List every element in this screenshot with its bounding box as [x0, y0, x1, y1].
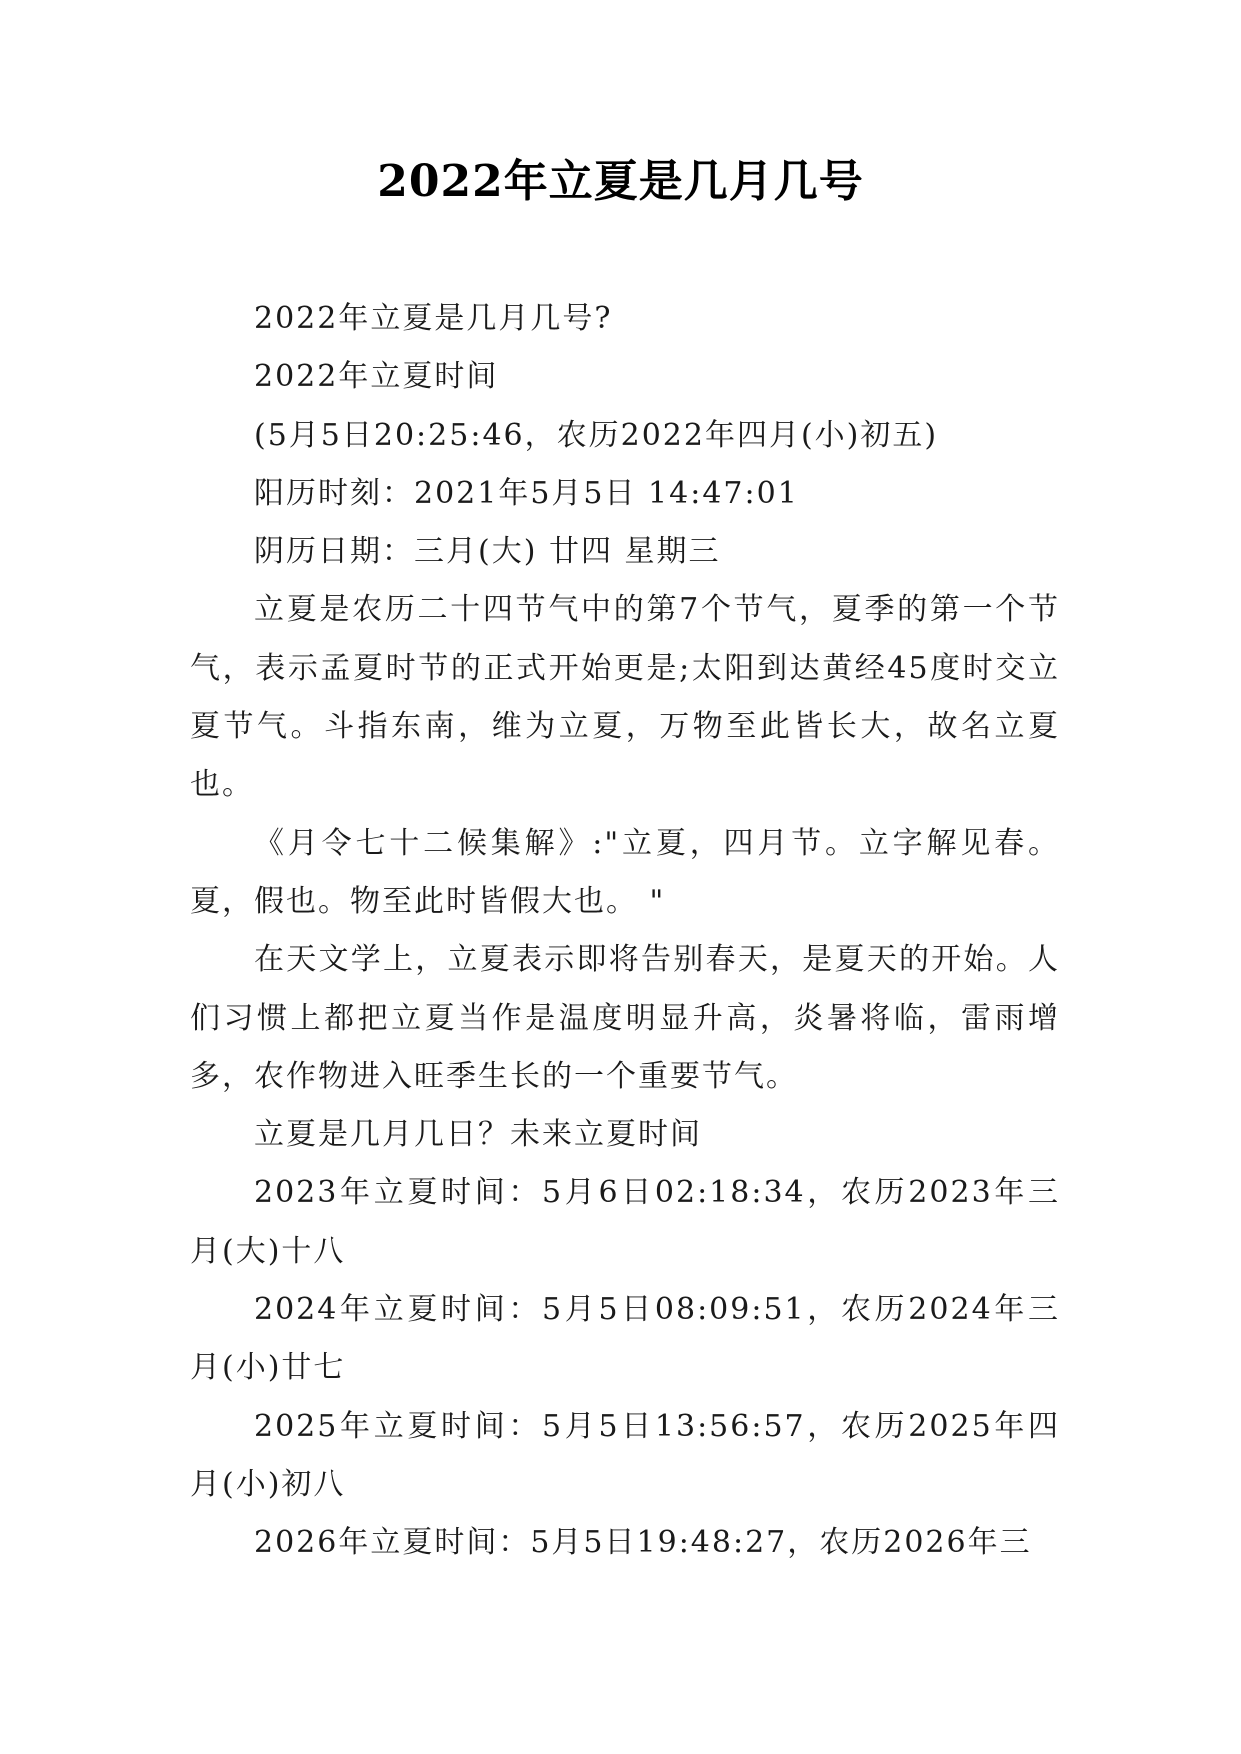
paragraph-question: 2022年立夏是几月几号? [254, 301, 613, 336]
paragraph-2023: 2023年立夏时间：5月6日02:18:34，农历2023年三月(大)十八 [190, 1175, 1060, 1269]
paragraph-heading-time: 2022年立夏时间 [254, 359, 499, 395]
paragraph-astronomy: 在天文学上，立夏表示即将告别春天，是夏天的开始。人们习惯上都把立夏当作是温度明显升高，炎暑将临，雷雨增多，农作物进入旺季生长的一个重要节气。 [190, 942, 1060, 1094]
paragraph-intro: 立夏是农历二十四节气中的第7个节气，夏季的第一个节气，表示孟夏时节的正式开始更是;太阳到达黄经45度时交立夏节气。斗指东南，维为立夏，万物至此皆长大，故名立夏也。 [190, 592, 1060, 803]
paragraph-2026: 2026年立夏时间：5月5日19:48:27，农历2026年三 [254, 1525, 1032, 1561]
paragraph-quote: 《月令七十二候集解》:"立夏，四月节。立字解见春。夏，假也。物至此时皆假大也。 " [190, 825, 1060, 919]
paragraph-solar-time: 阳历时刻：2021年5月5日 14:47:01 [254, 475, 799, 511]
paragraph-future-heading: 立夏是几月几日？未来立夏时间 [254, 1117, 702, 1153]
paragraph-2025: 2025年立夏时间：5月5日13:56:57，农历2025年四月(小)初八 [190, 1408, 1060, 1502]
document-title: 2022年立夏是几月几号 [377, 156, 864, 207]
paragraph-time-detail: (5月5日20:25:46，农历2022年四月(小)初五) [254, 417, 939, 453]
document-body [190, 290, 1060, 1573]
paragraph-lunar-date: 阴历日期：三月(大) 廿四 星期三 [254, 534, 721, 570]
paragraph-2024: 2024年立夏时间：5月5日08:09:51，农历2024年三月(小)廿七 [190, 1292, 1060, 1386]
